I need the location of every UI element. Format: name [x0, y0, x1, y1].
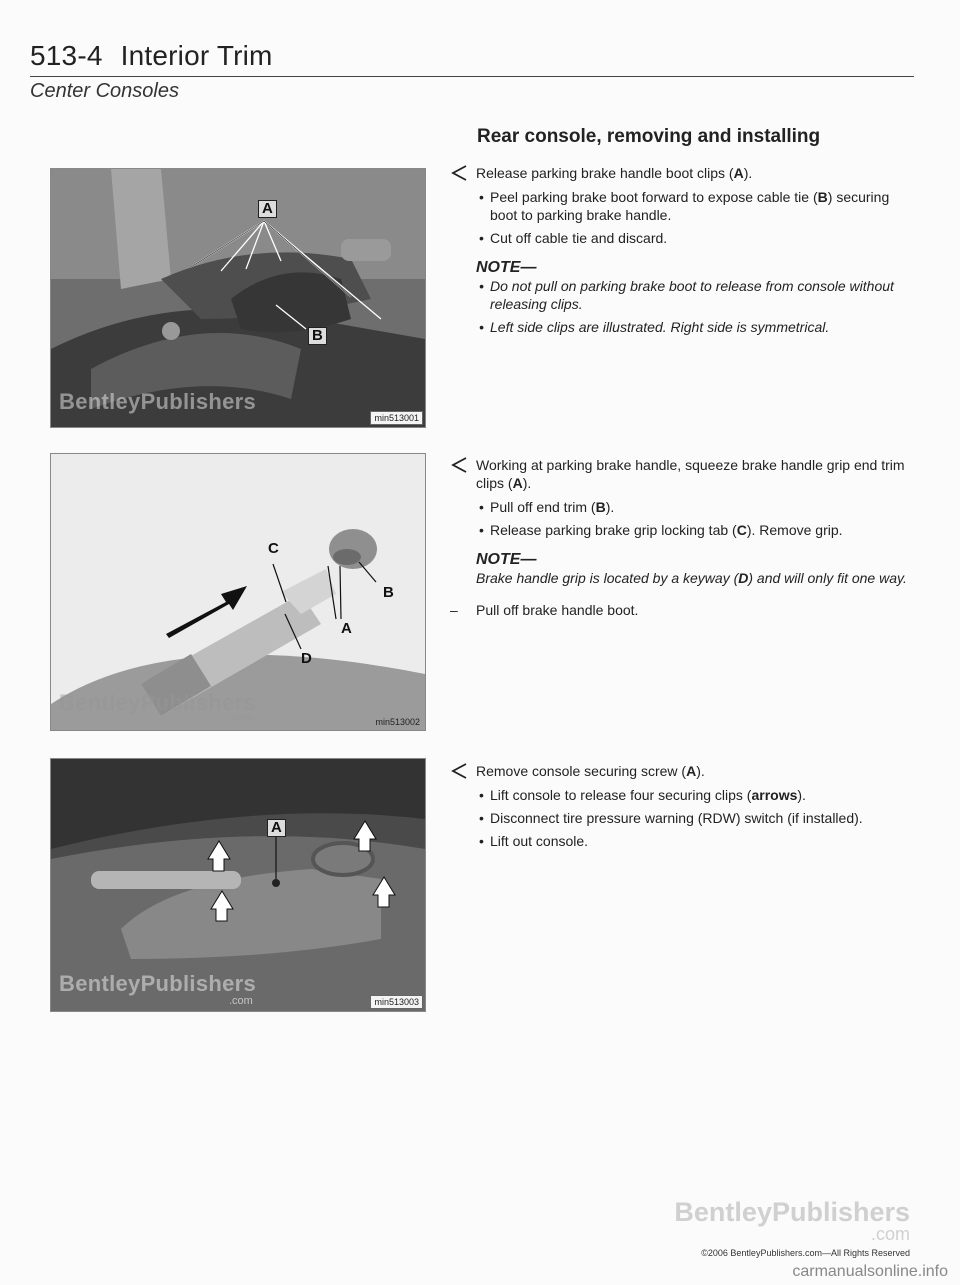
header-divider — [30, 76, 914, 77]
step-release-clips: Release parking brake handle boot clips (A). — [450, 164, 920, 182]
procedure-heading: Rear console, removing and installing — [477, 126, 821, 147]
photo-brake-grip — [51, 454, 425, 730]
step-squeeze-clips: Working at parking brake handle, squeeze brake handle grip end trim clips (A). — [450, 456, 920, 492]
figure-brake-boot-clips — [50, 168, 426, 428]
dash-marker: – — [450, 602, 458, 618]
figure-console-removal — [50, 758, 426, 1012]
list-item: • Cut off cable tie and discard. — [450, 229, 920, 247]
note-bullets — [450, 277, 920, 336]
publisher-logo: BentleyPublishers — [674, 1197, 910, 1227]
callout-b: B — [308, 327, 327, 345]
instructions-console-removal — [450, 762, 920, 855]
source-watermark: carmanualsonline.info — [792, 1263, 948, 1280]
section-subtitle: Center Consoles — [30, 80, 179, 102]
figure-pointer-icon — [450, 762, 468, 780]
instructions-boot-clips — [450, 164, 920, 341]
page-header — [30, 40, 273, 72]
list-item: • Pull off end trim (B). — [450, 498, 920, 516]
figure-id: min513003 — [370, 995, 423, 1009]
note-heading: NOTE— — [476, 551, 537, 568]
step-pull-boot: – Pull off brake handle boot. — [450, 602, 639, 618]
callout-b: B — [383, 584, 394, 601]
callout-a: A — [341, 620, 352, 637]
note-text: Brake handle grip is located by a keyway (D) and will only fit one way. — [476, 570, 907, 586]
publisher-logo-domain: .com — [870, 1224, 910, 1244]
figure-id: min513001 — [370, 411, 423, 425]
step-bullets — [450, 188, 920, 247]
callout-d: D — [301, 650, 312, 667]
figure-pointer-icon — [450, 164, 468, 182]
callout-c: C — [268, 540, 279, 557]
copyright-notice: ©2006 BentleyPublishers.com—All Rights Reserved — [701, 1248, 910, 1258]
watermark: BentleyPublishers — [59, 690, 257, 715]
callout-a: A — [258, 200, 277, 218]
step-remove-screw: Remove console securing screw (A). — [450, 762, 920, 780]
list-item: • Peel parking brake boot forward to expose cable tie (B) securing boot to parking brake handle. — [450, 188, 920, 224]
chapter-title: Interior Trim — [120, 40, 273, 71]
note-item: • Left side clips are illustrated. Right side is symmetrical. — [450, 318, 920, 336]
figure-pointer-icon — [450, 456, 468, 474]
watermark: BentleyPublishers — [59, 389, 257, 414]
list-item: • Lift console to release four securing clips (arrows). — [450, 786, 920, 804]
list-item: • Release parking brake grip locking tab (C). Remove grip. — [450, 521, 920, 539]
callout-a: A — [267, 819, 286, 837]
note-heading: NOTE— — [476, 259, 537, 276]
step-bullets — [450, 498, 920, 539]
figure-id: min513002 — [375, 717, 420, 727]
instructions-handle-grip — [450, 456, 920, 619]
watermark-domain: .com — [229, 712, 253, 724]
page-number: 513-4 — [30, 40, 103, 71]
watermark-domain: .com — [229, 995, 253, 1007]
step-bullets — [450, 786, 920, 850]
list-item: • Lift out console. — [450, 832, 920, 850]
figure-brake-handle-grip — [50, 453, 426, 731]
list-item: • Disconnect tire pressure warning (RDW) switch (if installed). — [450, 809, 920, 827]
note-item: • Do not pull on parking brake boot to release from console without releasing clips. — [450, 277, 920, 313]
watermark: BentleyPublishers — [59, 971, 257, 996]
